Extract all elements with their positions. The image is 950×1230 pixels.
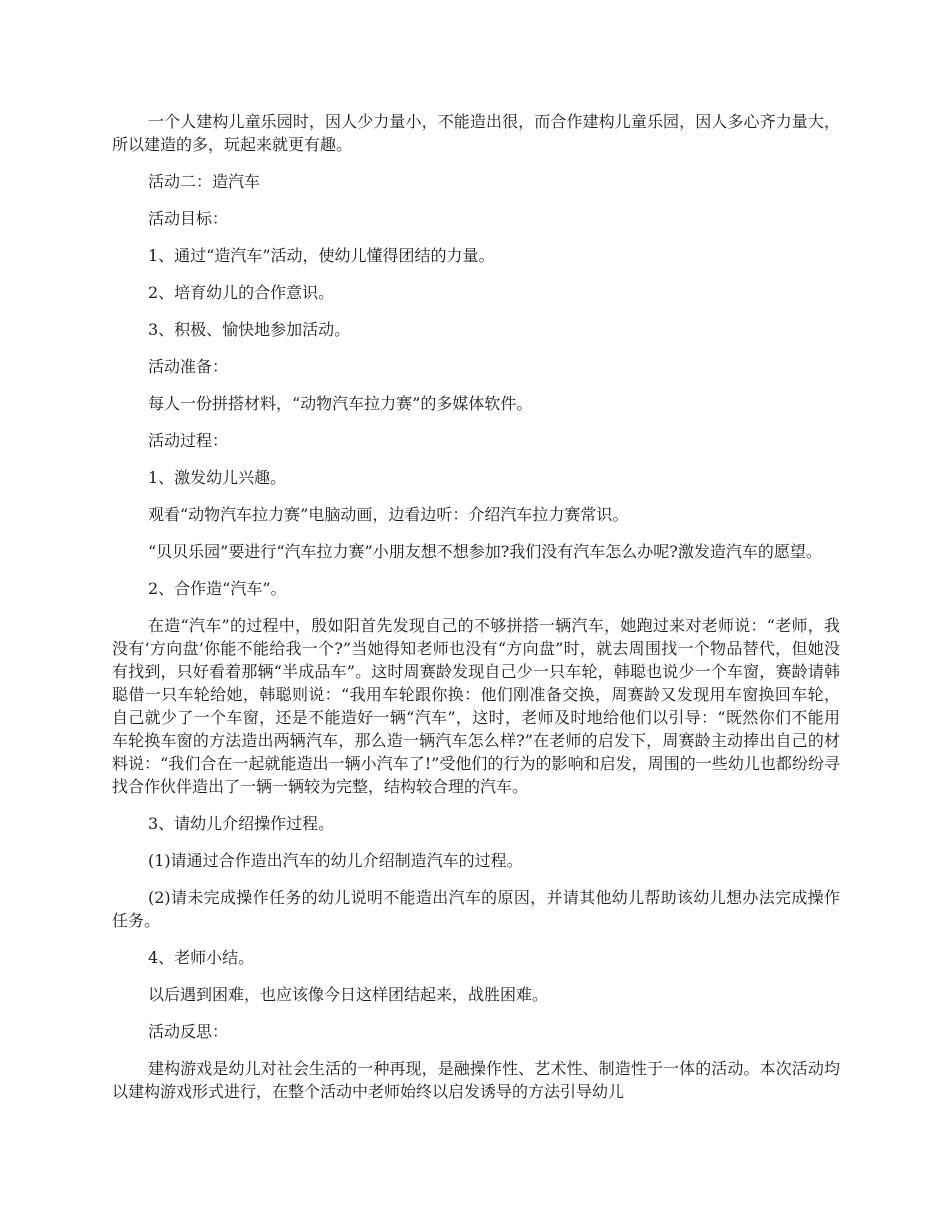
heading-activity-process: 活动过程： — [148, 431, 229, 450]
heading-activity-goals: 活动目标： — [148, 209, 229, 228]
document-page — [112, 110, 840, 1117]
goal-item-1: 1、通过“造汽车”活动，使幼儿懂得团结的力量。 — [148, 246, 495, 265]
process-step-3-item-1: (1)请通过合作造出汽车的幼儿介绍制造汽车的过程。 — [148, 851, 523, 870]
heading-activity-preparation: 活动准备： — [148, 357, 229, 376]
process-step-4: 4、老师小结。 — [148, 948, 255, 967]
process-step-2-narrative: 在造“汽车”的过程中，殷如阳首先发现自己的不够拼搭一辆汽车，她跑过来对老师说：“老师，我没有‘方向盘’你能不能给我一个?”当她得知老师也没有“方向盘”时，就去周围找一个物品替代，但她没有找到，只好看着那辆“半成品车”。这时周赛龄发现自己少一只车轮，韩聪也说少一个车窗，赛龄请韩聪借一只车轮给她，韩聪则说：“我用车轮跟你换：他们刚准备交换，周赛龄又发现用车窗换回车轮，自己就少了一个车窗，还是不能造好一辆“汽车”，这时，老师及时地给他们以引导：“既然你们不能用车轮换车窗的方法造出两辆汽车，那么造一辆汽车怎么样?”在老师的启发下，周赛龄主动捧出自己的材料说：“我们合在一起就能造出一辆小汽车了!”受他们的行为的影响和启发，周围的一些幼儿也都纷纷寻找合作伙伴造出了一辆一辆较为完整，结构较合理的汽车。 — [112, 616, 840, 796]
process-step-1-detail-a: 观看“动物汽车拉力赛”电脑动画，边看边听：介绍汽车拉力赛常识。 — [148, 505, 629, 524]
reflection-text: 建构游戏是幼儿对社会生活的一种再现，是融操作性、艺术性、制造性于一体的活动。本次活动均以建构游戏形式进行，在整个活动中老师始终以启发诱导的方法引导幼儿 — [112, 1059, 840, 1101]
process-step-1-detail-b: “贝贝乐园”要进行“汽车拉力赛”小朋友想不想参加?我们没有汽车怎么办呢?激发造汽车的愿望。 — [148, 542, 822, 561]
goal-item-2: 2、培育幼儿的合作意识。 — [148, 283, 335, 302]
process-step-3-item-2: (2)请未完成操作任务的幼儿说明不能造出汽车的原因，并请其他幼儿帮助该幼儿想办法完成操作任务。 — [112, 888, 840, 930]
heading-activity-two: 活动二：造汽车 — [148, 172, 261, 191]
paragraph-summary: 一个人建构儿童乐园时，因人少力量小，不能造出很，而合作建构儿童乐园，因人多心齐力量大，所以建造的多，玩起来就更有趣。 — [112, 112, 840, 154]
heading-activity-reflection: 活动反思： — [148, 1022, 229, 1041]
process-step-3: 3、请幼儿介绍操作过程。 — [148, 814, 335, 833]
preparation-text: 每人一份拼搭材料，“动物汽车拉力赛”的多媒体软件。 — [148, 394, 533, 413]
process-step-1: 1、激发幼儿兴趣。 — [148, 468, 287, 487]
goal-item-3: 3、积极、愉快地参加活动。 — [148, 320, 351, 339]
process-step-2: 2、合作造“汽车”。 — [148, 579, 287, 598]
process-step-4-detail: 以后遇到困难，也应该像今日这样团结起来，战胜困难。 — [148, 985, 549, 1004]
